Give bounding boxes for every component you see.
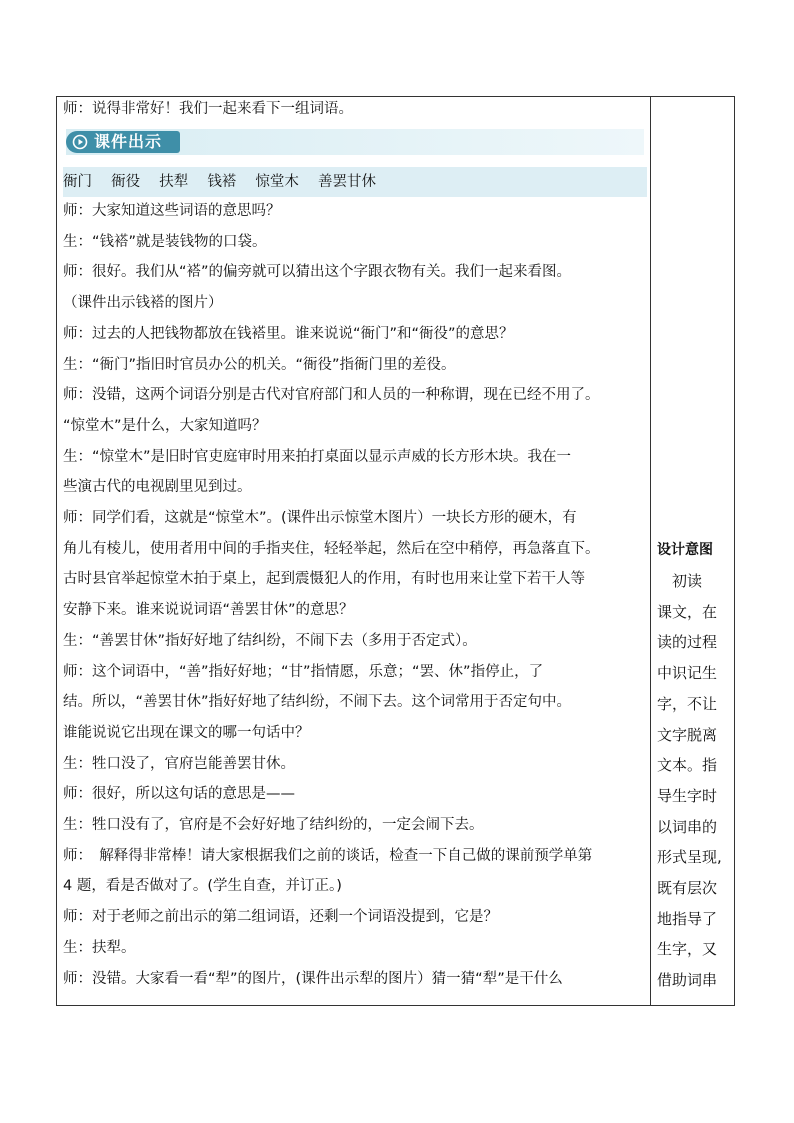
dialogue-line: 结。所以，“善罢甘休”指好好地了结纠纷，不闹下去。这个词常用于否定句中。 (63, 694, 572, 711)
dialogue-line: 些演古代的电视剧里见到过。 (63, 479, 252, 496)
design-intent-line: 字，不让 (657, 694, 718, 713)
design-intent-heading: 设计意图 (657, 542, 713, 558)
courseware-banner (66, 129, 644, 155)
dialogue-line: 师：没错。大家看一看“犁”的图片，(课件出示犁的图片）猜一猜“犁”是干什么 (63, 970, 563, 987)
design-intent-line: 读的过程 (657, 633, 718, 652)
dialogue-line: 师：过去的人把钱物都放在钱褡里。谁来说说“衙门”和“衙役”的意思？ (63, 325, 514, 342)
dialogue-line: 谁能说说它出现在课文的哪一句话中？ (63, 724, 310, 741)
design-intent-line: 以词串的 (657, 817, 718, 836)
dialogue-line: 安静下来。谁来说说词语“善罢甘休”的意思？ (63, 602, 354, 619)
design-intent-line: 中识记生 (657, 664, 718, 683)
dialogue-line: （课件出示钱褡的图片） (63, 295, 223, 312)
dialogue-line: 生：“钱褡”就是装钱物的口袋。 (63, 233, 267, 250)
dialogue-line: 4 题，看是否做对了。(学生自查，并订正。) (63, 878, 342, 895)
dialogue-line: 师：很好，所以这句话的意思是—— (63, 786, 295, 803)
courseware-badge (66, 131, 180, 153)
dialogue-line: “惊堂木”是什么，大家知道吗？ (63, 417, 267, 434)
dialogue-line: 师： 解释得非常棒！请大家根据我们之前的谈话，检查一下自己做的课前预学单第 (63, 847, 593, 864)
design-intent-line: 文本。指 (657, 756, 718, 775)
word-list: 衙门 衙役 扶犁 钱褡 惊堂木 善罢甘休 (63, 174, 377, 190)
dialogue-line: 生：牲口没了，官府岂能善罢甘休。 (63, 755, 295, 772)
dialogue-line: 生：“善罢甘休”指好好地了结纠纷，不闹下去（多用于否定式）。 (63, 632, 477, 649)
dialogue-line: 师：对于老师之前出示的第二组词语，还剩一个词语没提到，它是？ (63, 909, 498, 926)
dialogue-line: 生：“衙门”指旧时官员办公的机关。“衙役”指衙门里的差役。 (63, 356, 456, 373)
design-intent-line: 文字脱离 (657, 725, 718, 744)
dialogue-line: 生：“惊堂木”是旧时官吏庭审时用来拍打桌面以显示声威的长方形木块。我在一 (63, 448, 572, 465)
dialogue-line: 师：这个词语中，“善”指好好地；“甘”指情愿，乐意；“罢、休”指停止，了 (63, 663, 544, 680)
dialogue-line: 古时县官举起惊堂木拍于桌上，起到震慑犯人的作用，有时也用来让堂下若干人等 (63, 571, 585, 588)
word-list-band (63, 167, 647, 197)
dialogue-line: 师：大家知道这些词语的意思吗？ (63, 203, 281, 219)
column-divider (650, 97, 651, 1005)
dialogue-line: 师：很好。我们从“褡”的偏旁就可以猜出这个字跟衣物有关。我们一起来看图。 (63, 264, 572, 281)
design-intent-line: 地指导了 (657, 909, 718, 928)
play-icon (72, 134, 88, 150)
design-intent-line: 初读 (657, 572, 703, 590)
design-intent-line: 生字，又 (657, 940, 718, 959)
design-intent-line: 课文，在 (657, 602, 718, 621)
lesson-table (56, 96, 735, 1006)
dialogue-line: 生：牲口没有了，官府是不会好好地了结纠纷的，一定会闹下去。 (63, 817, 484, 833)
design-intent-line: 形式呈现, (657, 848, 722, 867)
courseware-label: 课件出示 (94, 132, 163, 151)
dialogue-line: 师：没错，这两个词语分别是古代对官府部门和人员的一种称谓，现在已经不用了。 (63, 387, 600, 404)
design-intent-line: 既有层次 (657, 879, 718, 897)
dialogue-line: 师：同学们看，这就是“惊堂木”。(课件出示惊堂木图片）一块长方形的硬木，有 (63, 510, 577, 526)
design-intent-line: 借助词串 (657, 971, 718, 990)
design-intent-line: 导生字时 (657, 786, 718, 805)
dialogue-line: 师：说得非常好！我们一起来看下一组词语。 (63, 101, 353, 117)
dialogue-line: 角儿有棱儿，使用者用中间的手指夹住，轻轻举起，然后在空中稍停，再急落直下。 (63, 540, 600, 557)
dialogue-line: 生：扶犁。 (63, 939, 136, 956)
